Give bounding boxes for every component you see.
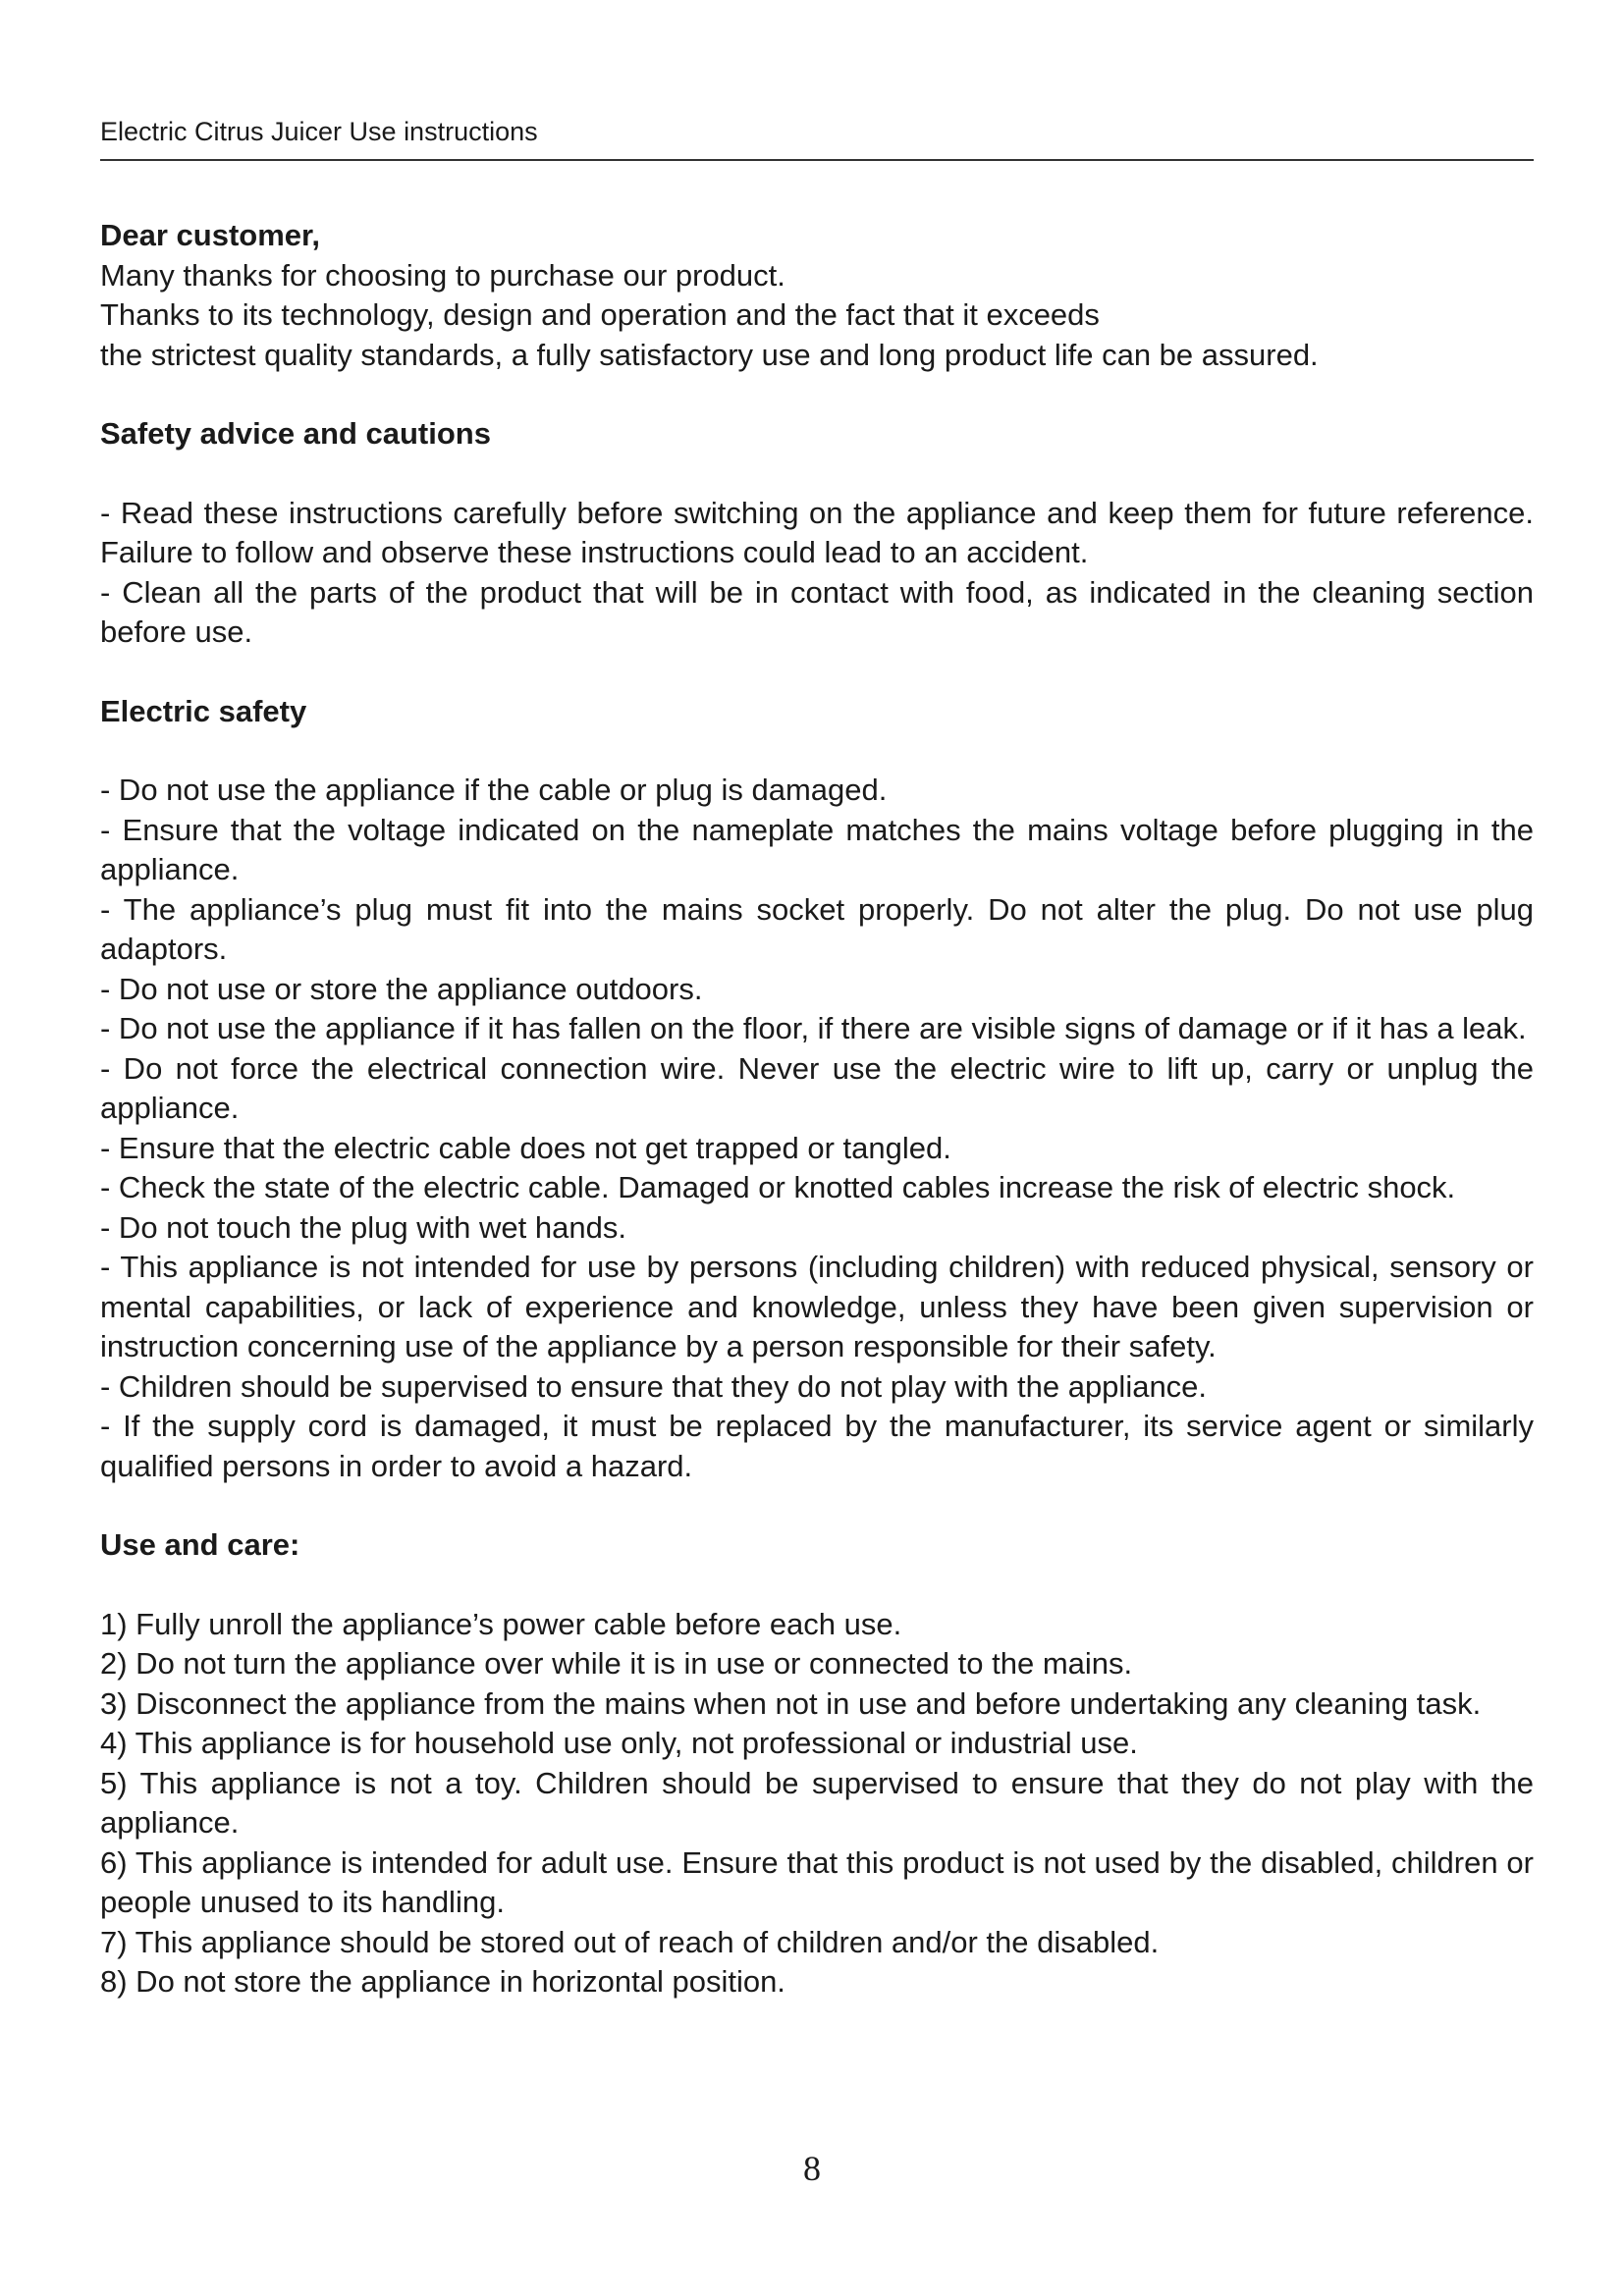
electric-safety-item: - Check the state of the electric cable. Damaged or knotted cables increase the risk of electric shock. [100,1170,1456,1204]
intro-line: Thanks to its technology, design and operation and the fact that it exceeds [100,297,1100,332]
use-care-item: 8) Do not store the appliance in horizontal position. [100,1964,785,1999]
page-content [100,216,1534,2002]
use-care-section [100,1525,1534,2002]
page-number: 8 [803,2149,821,2188]
greeting-heading: Dear customer, [100,218,320,252]
use-care-item: 6) This appliance is intended for adult use. Ensure that this product is not used by the disabled, children or people unused to its handling. [100,1844,1534,1919]
use-care-heading: Use and care: [100,1527,300,1562]
intro-section [100,216,1534,375]
document-title: Electric Citrus Juicer Use instructions [100,117,538,146]
electric-safety-item: - Do not use the appliance if it has fallen on the floor, if there are visible signs of damage or if it has a leak. [100,1011,1527,1045]
electric-safety-item: - Ensure that the voltage indicated on the nameplate matches the mains voltage before plugging in the appliance. [100,812,1534,886]
electric-safety-item: - If the supply cord is damaged, it must be replaced by the manufacturer, its service agent or similarly qualified persons in order to avoid a hazard. [100,1409,1534,1483]
intro-line: Many thanks for choosing to purchase our product. [100,257,785,293]
electric-safety-item: - Children should be supervised to ensure that they do not play with the appliance. [100,1368,1208,1404]
intro-line: the strictest quality standards, a fully satisfactory use and long product life can be assured. [100,337,1319,372]
use-care-item: 7) This appliance should be stored out of reach of children and/or the disabled. [100,1924,1160,1959]
use-care-item: 4) This appliance is for household use only, not professional or industrial use. [100,1726,1138,1760]
use-care-item: 2) Do not turn the appliance over while it is in use or connected to the mains. [100,1646,1133,1681]
use-care-item: 3) Disconnect the appliance from the mains when not in use and before undertaking any cleaning task. [100,1685,1482,1721]
electric-safety-section [100,692,1534,1487]
safety-item: - Clean all the parts of the product that will be in contact with food, as indicated in the cleaning section before use. [100,574,1534,649]
safety-item: - Read these instructions carefully before switching on the appliance and keep them for future reference. Failure to follow and observe these instructions could lead to an accident. [100,495,1534,569]
page-header [100,114,1534,161]
electric-safety-item: - The appliance’s plug must fit into the mains socket properly. Do not alter the plug. Do not use plug adaptors. [100,891,1534,966]
electric-safety-item: - Do not touch the plug with wet hands. [100,1209,626,1245]
electric-safety-item: - Ensure that the electric cable does not get trapped or tangled. [100,1130,951,1165]
electric-safety-item: - Do not force the electrical connection wire. Never use the electric wire to lift up, carry or unplug the appliance. [100,1050,1534,1125]
use-care-item: 5) This appliance is not a toy. Children should be supervised to ensure that they do not play with the appliance. [100,1765,1534,1840]
electric-safety-item: - This appliance is not intended for use by persons (including children) with reduced physical, sensory or mental capabilities, or lack of experience and knowledge, unless they have been given supervision or instruction concerning use of the appliance by a person responsible for their safety. [100,1250,1534,1363]
electric-safety-item: - Do not use the appliance if the cable or plug is damaged. [100,773,888,807]
electric-safety-heading: Electric safety [100,693,307,728]
electric-safety-item: - Do not use or store the appliance outdoors. [100,971,703,1006]
safety-section [100,414,1534,653]
use-care-item: 1) Fully unroll the appliance’s power cable before each use. [100,1606,902,1641]
safety-heading: Safety advice and cautions [100,416,491,451]
